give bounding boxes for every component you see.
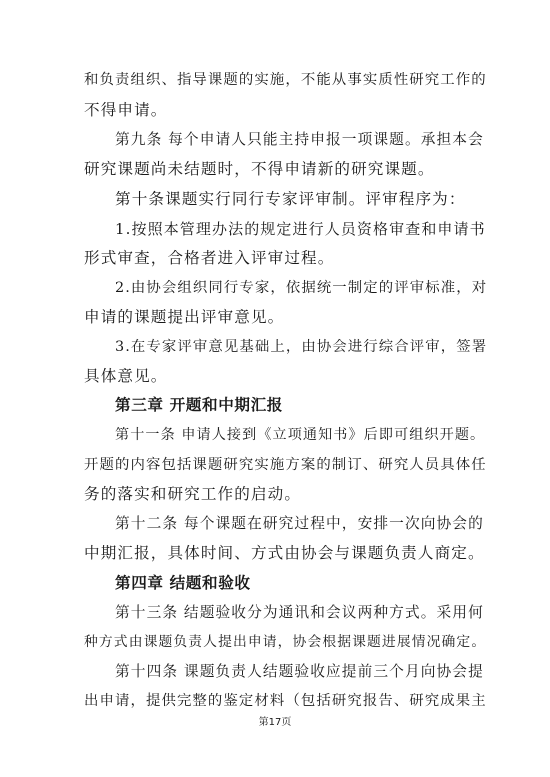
list-item-2-line: 2.由协会组织同行专家，依据统一制定的评审标准，对 xyxy=(115,280,488,296)
page-number: 第17页 xyxy=(258,717,292,728)
list-item-1-line: 1.按照本管理办法的规定进行人员资格审查和申请书 xyxy=(115,220,486,238)
body-text-line: 形式审查，合格者进入评审过程。 xyxy=(84,249,335,267)
article-14-line: 第十四条 课题负责人结题验收应提前三个月向协会提 xyxy=(115,663,484,680)
body-text-line: 和负责组织、指导课题的实施，不能从事实质性研究工作的 xyxy=(84,72,487,88)
body-text-line: 申请的课题提出评审意见。 xyxy=(84,308,285,326)
article-12-line: 第十二条 每个课题在研究过程中，安排一次向协会的 xyxy=(115,515,484,532)
body-text-line: 中期汇报，具体时间、方式由协会与课题负责人商定。 xyxy=(84,544,485,562)
article-9-line: 第九条 每个申请人只能主持申报一项课题。承担本会 xyxy=(115,131,484,148)
article-13-line: 第十三条 结题验收分为通讯和会议两种方式。采用何 xyxy=(115,604,484,621)
body-text-line: 出申请，提供完整的鉴定材料（包括研究报告、研究成果主 xyxy=(84,693,487,709)
body-text-line: 务的落实和研究工作的启动。 xyxy=(84,485,302,503)
body-text-line: 开题的内容包括课题研究实施方案的制订、研究人员具体任 xyxy=(84,457,487,473)
body-text-line: 研究课题尚未结题时，不得申请新的研究课题。 xyxy=(84,160,435,178)
chapter-4-heading: 第四章 结题和验收 xyxy=(115,574,251,592)
list-item-3-line: 3.在专家评审意见基础上，由协会进行综合评审，签署 xyxy=(115,339,488,355)
body-text-line: 种方式由课题负责人提出申请，协会根据课题进展情况确定。 xyxy=(84,634,487,650)
article-10-line: 第十条课题实行同行专家评审制。评审程序为： xyxy=(115,190,466,208)
body-text-line: 不得申请。 xyxy=(84,101,168,119)
chapter-3-heading: 第三章 开题和中期汇报 xyxy=(115,396,283,414)
article-11-line: 第十一条 申请人接到《立项通知书》后即可组织开题。 xyxy=(115,427,486,443)
body-text-line: 具体意见。 xyxy=(84,367,168,385)
